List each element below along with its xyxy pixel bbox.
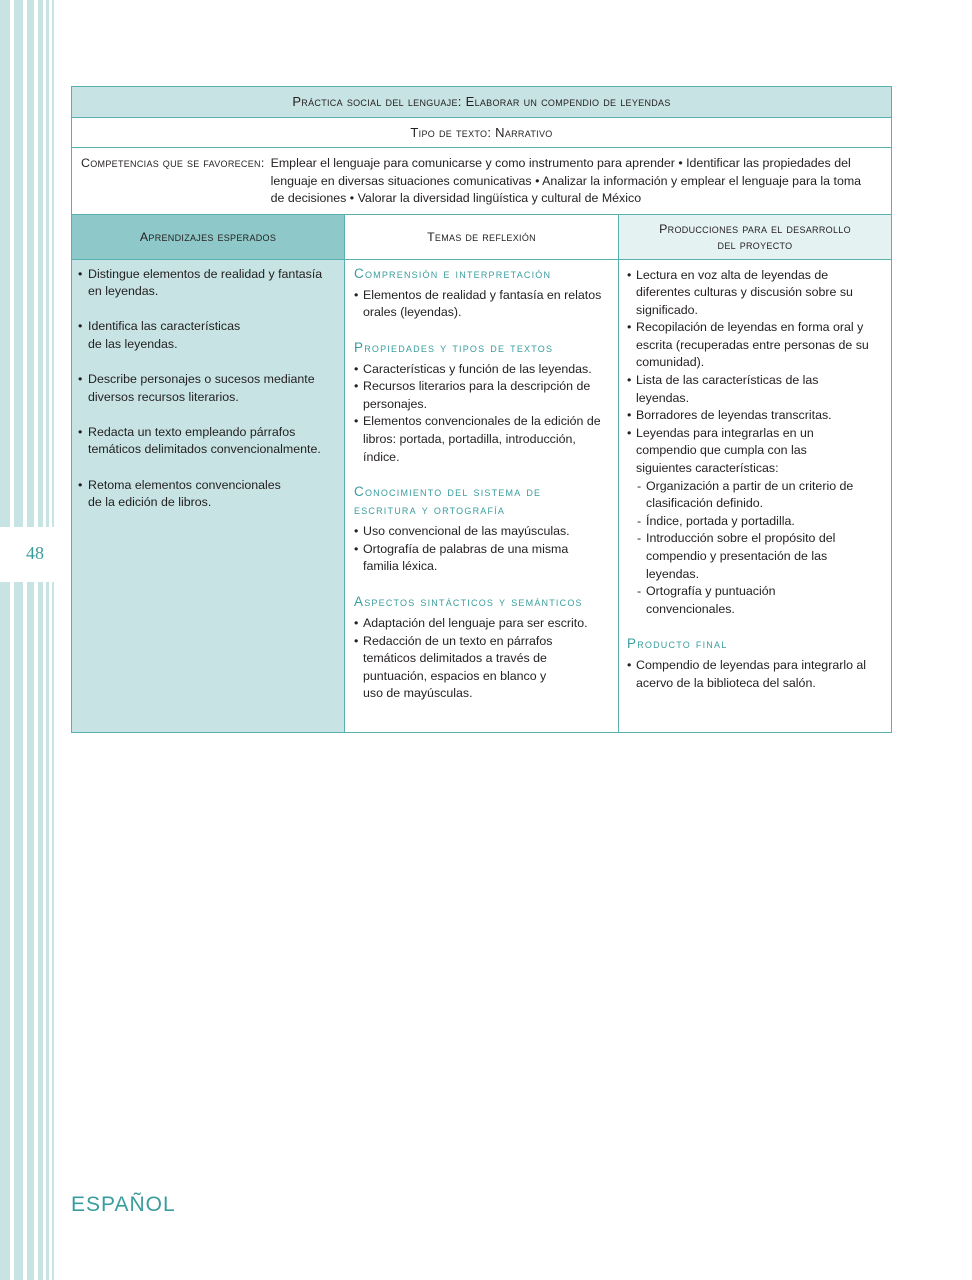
header-producciones	[619, 215, 891, 259]
decorative-stripe	[0, 0, 10, 1280]
list-item: • Redacción de un texto en párrafos temáticos delimitados a través de puntuación, espacios en blanco y uso de mayúsculas.	[354, 633, 612, 703]
page-number: 48	[26, 543, 44, 563]
list-item: • Recopilación de leyendas en forma oral y escrita (recuperadas entre personas de su comunidad).	[627, 319, 885, 372]
list-item: • Describe personajes o sucesos mediante diversos recursos literarios.	[78, 371, 338, 406]
footer-subject: ESPAÑOL	[71, 1193, 176, 1216]
temas-list	[354, 615, 612, 703]
list-item: • Redacta un texto empleando párrafos temáticos delimitados convencionalmente.	[78, 424, 338, 459]
producciones-column	[619, 260, 891, 732]
column-headers	[72, 215, 891, 260]
list-item: • Ortografía de palabras de una misma familia léxica.	[354, 541, 612, 576]
list-item: • Distingue elementos de realidad y fantasía en leyendas.	[78, 266, 338, 301]
list-item: • Adaptación del lenguaje para ser escrito.	[354, 615, 612, 633]
curriculum-table	[71, 86, 892, 733]
list-item: • Retoma elementos convencionales de la edición de libros.	[78, 477, 338, 512]
section-heading: Producto final	[627, 636, 728, 652]
text-type: Tipo de texto: Narrativo	[72, 118, 891, 148]
aprendizajes-list	[78, 266, 338, 512]
section-heading: Comprensión e interpretación	[354, 265, 552, 281]
header-producciones-label: Producciones para el desarrollo del proyecto	[659, 221, 851, 252]
producciones-list	[627, 267, 885, 478]
header-temas: Temas de reflexión	[345, 215, 619, 259]
list-item: • Uso convencional de las mayúsculas.	[354, 523, 612, 541]
list-item: • Elementos de realidad y fantasía en relatos orales (leyendas).	[354, 287, 612, 322]
temas-column	[345, 260, 619, 732]
decorative-stripe	[38, 0, 43, 1280]
section-heading: Aspectos sintácticos y semánticos	[354, 594, 583, 610]
list-item: • Identifica las características de las leyendas.	[78, 318, 338, 353]
decorative-stripe	[52, 0, 54, 1280]
list-item: • Lectura en voz alta de leyendas de diferentes culturas y discusión sobre su significado.	[627, 267, 885, 320]
decorative-stripe	[14, 0, 23, 1280]
table-title: Práctica social del lenguaje: Elaborar un compendio de leyendas	[72, 87, 891, 118]
section-heading: Propiedades y tipos de textos	[354, 339, 554, 355]
list-item: • Compendio de leyendas para integrarlo al acervo de la biblioteca del salón.	[627, 657, 885, 692]
list-item: - Índice, portada y portadilla.	[637, 513, 885, 531]
decorative-stripe	[27, 0, 34, 1280]
section-heading: Conocimiento del sistema de escritura y ortografía	[354, 484, 542, 518]
list-item: - Introducción sobre el propósito del compendio y presentación de las leyendas.	[637, 530, 885, 583]
list-item: • Recursos literarios para la descripción de personajes.	[354, 378, 612, 413]
list-item: - Ortografía y puntuación convencionales.	[637, 583, 885, 618]
decorative-stripe	[46, 0, 49, 1280]
list-item: - Organización a partir de un criterio de clasificación definido.	[637, 478, 885, 513]
list-item: • Lista de las características de las leyendas.	[627, 372, 885, 407]
aprendizajes-column	[72, 260, 345, 732]
producto-final-list	[627, 657, 885, 692]
list-item: • Elementos convencionales de la edición de libros: portada, portadilla, introducción, índice.	[354, 413, 612, 466]
temas-list	[354, 523, 612, 576]
competencies-row	[72, 148, 891, 215]
column-bodies	[72, 260, 891, 732]
caracteristicas-list	[627, 478, 885, 619]
temas-list	[354, 361, 612, 467]
competencies-label: Competencias que se favorecen:	[81, 156, 265, 170]
temas-list	[354, 287, 612, 322]
competencies-text: Emplear el lenguaje para comunicarse y como instrumento para aprender • Identificar las propiedades del lenguaje en diversas situaciones comunicativas • Analizar la información y emplear el lenguaje para la toma de decisiones • Valorar la diversidad lingüística y cultural de México	[270, 156, 862, 205]
list-item: • Leyendas para integrarlas en un compendio que cumpla con las siguientes características:	[627, 425, 885, 478]
list-item: • Borradores de leyendas transcritas.	[627, 407, 885, 425]
header-aprendizajes: Aprendizajes esperados	[72, 215, 345, 259]
list-item: • Características y función de las leyendas.	[354, 361, 612, 379]
